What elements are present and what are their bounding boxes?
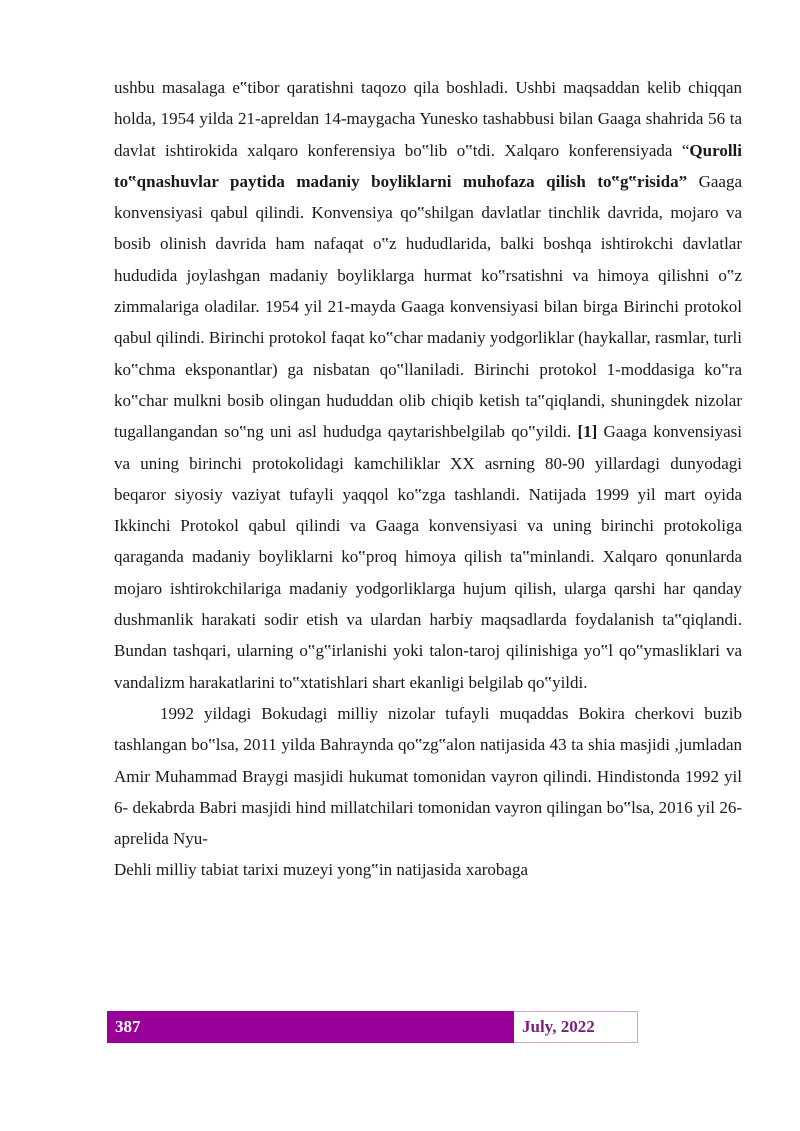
issue-date: July, 2022 <box>522 1017 595 1036</box>
paragraph-1-text-b: Gaaga konvensiyasi qabul qilindi. Konvensiya qo‟shilgan davlatlar tinchlik davrida, mojaro va bosib olinish davrida ham nafaqat o‟z hududlarida, balki boshqa ishtirokchi davlatlar hududida joylashgan madaniy boyliklarga hurmat ko‟rsatishni va himoya qilishni o‟z zimmalariga oladilar. 1954 yil 21-mayda Gaaga konvensiyasi bilan birga Birinchi protokol qabul qilindi. Birinchi protokol faqat ko‟char madaniy yodgorliklar (haykallar, rasmlar, turli ko‟chma eksponantlar) ga nisbatan qo‟llaniladi. Birinchi protokol 1-moddasiga ko‟ra ko‟char mulkni bosib olingan hududdan olib chiqib ketish ta‟qiqlandi, shuningdek nizolar tugallangandan so‟ng uni asl hududga qaytarishbelgilab qo‟yildi. <box>114 171 742 442</box>
convention-title: Qurolli to‟qnashuvlar paytida madaniy boyliklarni muhofaza qilish to‟g‟risida” <box>114 140 742 191</box>
paragraph-1-text-c: Gaaga konvensiyasi va uning birinchi protokolidagi kamchiliklar XX asrning 80-90 yillardagi dunyodagi beqaror siyosiy vaziyat tufayli yaqqol ko‟zga tashlandi. Natijada 1999 yil mart oyida Ikkinchi Protokol qabul qilindi va Gaaga konvensiyasi va uning birinchi protokoliga qaraganda madaniy boyliklarni ko‟proq himoya qilish ta‟minlandi. Xalqaro qonunlarda mojaro ishtirokchilariga madaniy yodgorliklarga hujum qilish, ularga qarshi har qanday dushmanlik harakati sodir etish va ulardan harbiy maqsadlarda foydalanish ta‟qiqlandi. Bundan tashqari, ularning o‟g‟irlanishi yoki talon-taroj qilinishiga yo‟l qo‟ymasliklari va vandalizm harakatlarini to‟xtatishlari shart ekanligi belgilab qo‟yildi. <box>114 422 742 692</box>
paragraph-3: Dehli milliy tabiat tarixi muzeyi yong‟in natijasida xarobaga <box>114 860 529 880</box>
footer-date-box <box>514 1011 638 1043</box>
citation-reference: [1] <box>577 422 598 442</box>
page-body <box>114 72 742 885</box>
page-number: 387 <box>115 1017 141 1036</box>
paragraph-1-text-a: ushbu masalaga e‟tibor qaratishni taqozo qila boshladi. Ushbi maqsaddan kelib chiqqan holda, 1954 yilda 21-apreldan 14-maygacha Yunesko tashabbusi bilan Gaaga shahrida 56 ta davlat ishtirokida xalqaro konferensiya bo‟lib o‟tdi. Xalqaro konferensiyada “ <box>114 78 742 160</box>
paragraph-1 <box>114 72 742 698</box>
paragraph-2: 1992 yildagi Bokudagi milliy nizolar tufayli muqaddas Bokira cherkovi buzib tashlangan bo‟lsa, 2011 yilda Bahraynda qo‟zg‟alon natijasida 43 ta shia masjidi ,jumladan Amir Muhammad Braygi masjidi hukumat tomonidan vayron qilindi. Hindistonda 1992 yil 6- dekabrda Babri masjidi hind millatchilari tomonidan vayron qilingan bo‟lsa, 2016 yil 26- aprelida Nyu- <box>114 703 742 849</box>
page-footer <box>107 1011 638 1043</box>
footer-bar <box>107 1011 514 1043</box>
